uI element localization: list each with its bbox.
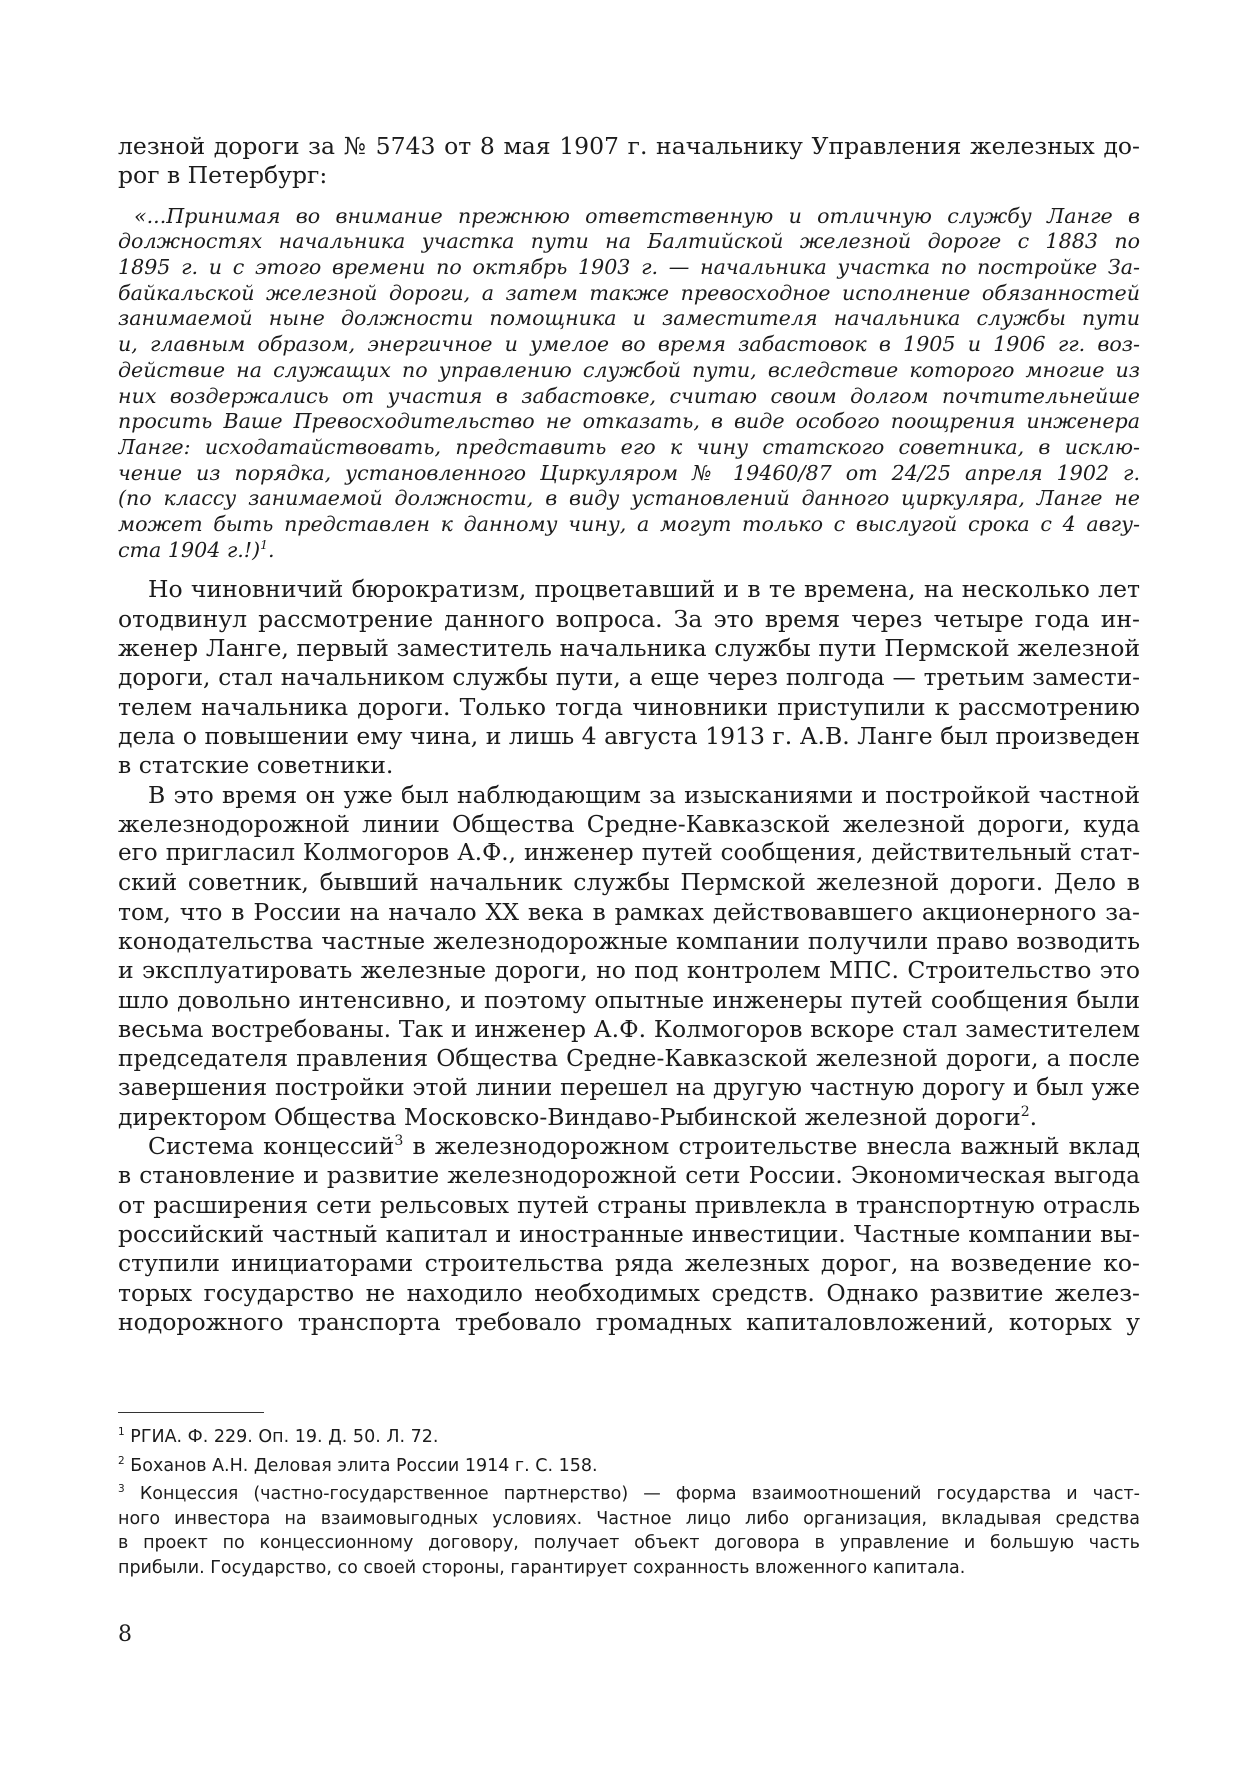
quote-line: должностях начальника участка пути на Балтийской железной дороге с 1883 по (118, 229, 1140, 254)
page-number: 8 (118, 1622, 132, 1647)
quote-line: чение из порядка, установленного Циркуляром № 19460/87 от 24/25 апреля 1902 г. (118, 460, 1140, 485)
paragraph-3 (118, 1132, 1140, 1337)
quote-line: и, главным образом, энергичное и умелое во время забастовок в 1905 и 1906 гг. воз- (118, 332, 1140, 357)
text-line: ступили инициаторами строительства ряда железных дорог, на возведение ко- (118, 1249, 1140, 1278)
quote-line: действие на служащих по управлению службой пути, вследствие которого многие из (118, 357, 1140, 382)
quote-line: просить Ваше Превосходительство не отказать, в виде особого поощрения инженера (118, 409, 1140, 434)
text-line: ский советник, бывший начальник службы Пермской железной дороги. Дело в (118, 868, 1140, 897)
text-line (118, 1103, 1140, 1132)
footnote-number: 2 (118, 1454, 125, 1467)
quote-end: . (267, 537, 275, 562)
text-segment: директором Общества Московско-Виндаво-Рыбинской железной дороги (118, 1102, 1021, 1131)
text-line: в становление и развитие железнодорожной сети России. Экономическая выгода (118, 1162, 1140, 1190)
text-line: рог в Петербург: (118, 161, 328, 190)
text-line: весьма востребованы. Так и инженер А.Ф. Колмогоров вскоре стал заместителем (118, 1014, 1140, 1043)
text-segment: в железнодорожном строительстве внесла важный вклад (403, 1132, 1140, 1161)
footnote-text: Концессия (частно-государственное партнерство) — форма взаимоотношений государства и част- (139, 1484, 1140, 1504)
footnote-number: 1 (118, 1426, 125, 1439)
text-line: нодорожного транспорта требовало громадных капиталовложений, которых у (118, 1307, 1140, 1336)
footnote-2 (118, 1454, 1140, 1479)
footnote-text: Боханов А.Н. Деловая элита России 1914 г. С. 158. (130, 1455, 598, 1476)
text-line: и эксплуатировать железные дороги, но под контролем МПС. Строительство это (118, 956, 1140, 985)
text-line: российский частный капитал и иностранные инвестиции. Частные компании вы- (118, 1219, 1140, 1248)
quote-line: (по классу занимаемой должности, в виду установлений данного циркуляра, Ланге не (118, 486, 1140, 511)
footnote-line: ного инвестора на взаимовыгодных условиях. Частное лицо либо организация, вкладывая средства (118, 1508, 1140, 1529)
text-line (118, 1132, 1140, 1161)
footnotes (118, 1425, 1140, 1584)
text-end: . (1029, 1102, 1038, 1131)
text-line: в статские советники. (118, 751, 394, 780)
intro-paragraph (118, 132, 1140, 191)
text-line: лезной дороги за № 5743 от 8 мая 1907 г. начальнику Управления железных до- (118, 132, 1140, 160)
page-body (118, 132, 1140, 1337)
footnote-ref[interactable]: 1 (260, 537, 268, 552)
footnote-line (118, 1482, 1140, 1507)
text-line: том, что в России на начало XX века в рамках действовавшего акционерного за- (118, 897, 1140, 926)
quote-line: занимаемой ныне должности помощника и заместителя начальника службы пути (118, 306, 1140, 331)
text-line: шло довольно интенсивно, и поэтому опытные инженеры путей сообщения были (118, 985, 1140, 1014)
text-line: конодательства частные железнодорожные компании получили право возводить (118, 927, 1140, 955)
quote-line: 1895 г. и с этого времени по октябрь 1903 г. — начальника участка по постройке За- (118, 255, 1140, 279)
quote-last-line (118, 538, 1140, 564)
footnote-text: РГИА. Ф. 229. Оп. 19. Д. 50. Л. 72. (130, 1427, 439, 1447)
quote-line: байкальской железной дороги, а затем также превосходное исполнение обязанностей (118, 280, 1140, 305)
footnote-1 (118, 1425, 1140, 1450)
text-line: телем начальника дороги. Только тогда чиновники приступили к рассмотрению (118, 692, 1140, 721)
text-line: дела о повышении ему чина, и лишь 4 августа 1913 г. А.В. Ланге был произведен (118, 721, 1140, 750)
footnote-line: прибыли. Государство, со своей стороны, гарантирует сохранность вложенного капитала. (118, 1557, 966, 1578)
text-line: от расширения сети рельсовых путей страны привлекла в транспортную отрасль (118, 1190, 1140, 1219)
footnote-line: в проект по концессионному договору, получает объект договора в управление и большую часть (118, 1533, 1140, 1553)
footnote-3 (118, 1482, 1140, 1580)
footnote-ref[interactable]: 3 (394, 1133, 404, 1150)
quote-line: может быть представлен к данному чину, а могут только с выслугой срока с 4 авгу- (118, 512, 1140, 537)
text-line: завершения постройки этой линии перешел на другую частную дорогу и был уже (118, 1074, 1140, 1102)
quote-text: ста 1904 г.!) (118, 537, 261, 562)
footnote-line (118, 1425, 1140, 1450)
footnote-line (118, 1454, 1140, 1479)
text-line: его пригласил Колмогоров А.Ф., инженер путей сообщения, действительный стат- (118, 840, 1140, 867)
text-line: Но чиновничий бюрократизм, процветавший и в те времена, на несколько лет (148, 575, 1140, 604)
text-line: торых государство не находило необходимых средств. Однако развитие желез- (118, 1278, 1140, 1307)
text-line: дороги, стал начальником службы пути, а еще через полгода — третьим замести- (118, 664, 1140, 692)
footnote-number: 3 (118, 1483, 125, 1496)
footnote-ref[interactable]: 2 (1020, 1103, 1030, 1120)
text-line: женер Ланге, первый заместитель начальника службы пути Пермской железной (118, 634, 1140, 663)
text-line: В это время он уже был наблюдающим за изысканиями и постройкой частной (148, 780, 1140, 809)
quote-line: них воздержались от участия в забастовке, считаю своим долгом почтительнейше (118, 383, 1140, 408)
quote-line: «...Принимая во внимание прежнюю ответственную и отличную службу Ланге в (134, 203, 1140, 228)
text-line: председателя правления Общества Средне-Кавказской железной дороги, а после (118, 1044, 1140, 1073)
paragraph-2 (118, 781, 1140, 1133)
paragraph-1 (118, 575, 1140, 780)
footnote-separator (118, 1412, 264, 1413)
text-line: отодвинул рассмотрение данного вопроса. За это время через четыре года ин- (118, 604, 1140, 633)
quote-line: Ланге: исходатайствовать, представить его к чину статского советника, в исклю- (118, 434, 1140, 459)
text-line: железнодорожной линии Общества Средне-Кавказской железной дороги, куда (118, 809, 1140, 838)
text-segment: Система концессий (148, 1132, 395, 1161)
block-quote (118, 204, 1140, 564)
